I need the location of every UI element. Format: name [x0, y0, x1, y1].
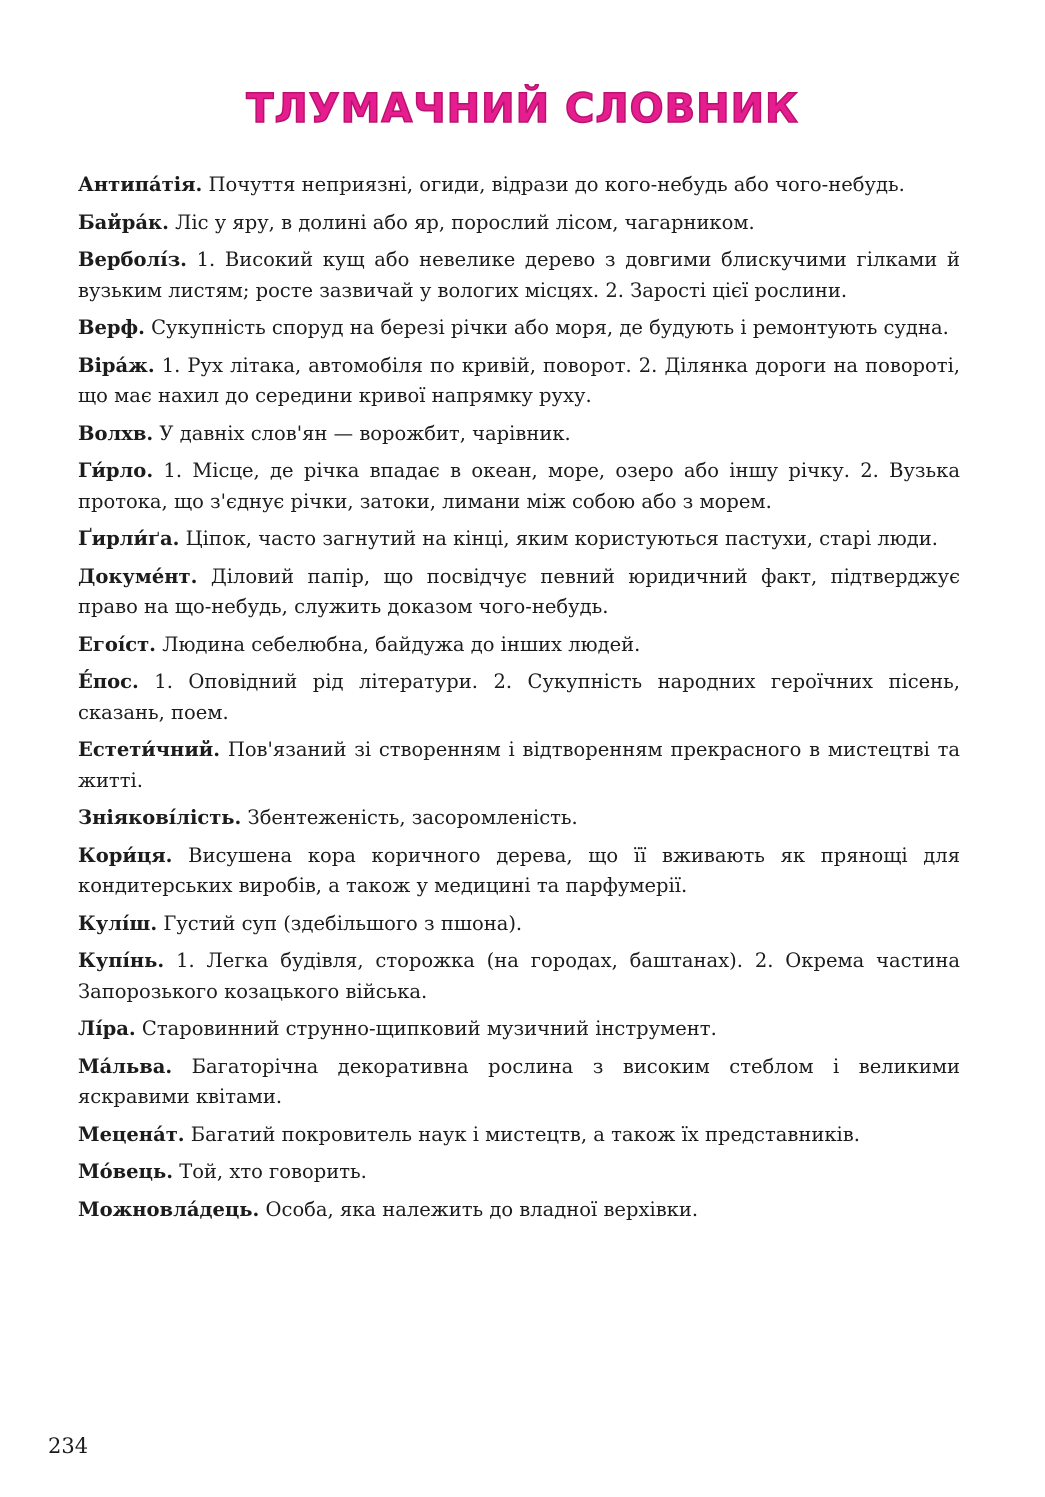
dictionary-entry — [78, 1195, 960, 1226]
dictionary-entry — [78, 351, 960, 412]
dictionary-entry — [78, 735, 960, 796]
entry-term: Лі́ра. — [78, 1017, 136, 1040]
page-title: ТЛУМАЧНИЙ СЛОВНИК — [246, 86, 799, 132]
dictionary-entry — [78, 245, 960, 306]
entry-definition: Діловий папір, що посвідчує певний юридичний факт, підтверджує право на що-небудь, служить доказом чого-небудь. — [78, 564, 960, 618]
entry-definition: 1. Місце, де річка впадає в океан, море, озеро або іншу річку. 2. Вузька протока, що з'єднує річки, затоки, лимани між собою або з морем. — [78, 459, 960, 513]
entry-term: Е́пос. — [78, 670, 139, 693]
entry-term: Антипа́тія. — [78, 173, 203, 196]
entry-term: Байра́к. — [78, 210, 169, 234]
dictionary-entry — [78, 1014, 960, 1045]
dictionary-entry — [78, 946, 960, 1007]
dictionary-entry — [78, 208, 960, 239]
entry-term: Віра́ж. — [78, 353, 155, 377]
entry-definition: 1. Рух літака, автомобіля по кривій, поворот. 2. Ділянка дороги на повороті, що має нахил до середини кривої напрямку руху. — [78, 353, 961, 407]
dictionary-entry — [78, 803, 960, 834]
entry-definition: Сукупність споруд на березі річки або моря, де будують і ремонтують судна. — [151, 316, 949, 339]
dictionary-entry — [78, 419, 960, 450]
entry-definition: Густий суп (здебільшого з пшона). — [163, 911, 523, 935]
dictionary-entry — [78, 562, 960, 623]
entry-term: Докуме́нт. — [78, 564, 198, 588]
entry-definition: Висушена кора коричного дерева, що її вживають як прянощі для кондитерських виробів, а також у медицині та парфумерії. — [78, 843, 960, 897]
entry-term: Можновла́дець. — [78, 1197, 260, 1221]
entry-term: Кулі́ш. — [78, 911, 158, 935]
dictionary-entry — [78, 630, 960, 661]
dictionary-entry — [78, 524, 960, 555]
entry-term: Кори́ця. — [78, 843, 173, 867]
dictionary-entries — [78, 170, 960, 1232]
entry-term: Мо́вець. — [78, 1160, 173, 1183]
dictionary-entry — [78, 1120, 960, 1151]
entry-definition: Ліс у яру, в долині або яр, порослий лісом, чагарником. — [175, 210, 755, 234]
entry-term: Егоі́ст. — [78, 632, 156, 656]
dictionary-entry — [78, 1157, 960, 1188]
entry-term: Ґирли́ґа. — [78, 527, 180, 550]
entry-definition: 1. Високий кущ або невелике дерево з довгими блискучими гілками й вузьким листям; росте зазвичай у вологих місцях. 2. Зарості цієї рослини. — [78, 248, 960, 302]
entry-term: Купі́нь. — [78, 949, 165, 972]
dictionary-entry — [78, 313, 960, 344]
entry-term: Естети́чний. — [78, 738, 221, 761]
page-number: 234 — [48, 1434, 89, 1458]
entry-definition: Збентеженість, засоромленість. — [247, 806, 578, 829]
dictionary-entry — [78, 841, 960, 902]
entry-definition: Старовинний струнно-щипковий музичний інструмент. — [141, 1017, 717, 1040]
entry-term: Верболі́з. — [78, 248, 187, 271]
entry-term: Верф. — [78, 316, 145, 339]
entry-term: Зніякові́лість. — [78, 806, 242, 829]
entry-term: Мецена́т. — [78, 1122, 185, 1146]
entry-definition: У давніх слов'ян — ворожбит, чарівник. — [159, 421, 571, 445]
entry-term: Ма́льва. — [78, 1054, 173, 1078]
entry-definition: Людина себелюбна, байдужа до інших людей. — [162, 632, 641, 656]
dictionary-entry — [78, 456, 960, 517]
entry-definition: Ціпок, часто загнутий на кінці, яким користуються пастухи, старі люди. — [185, 527, 938, 550]
dictionary-entry — [78, 170, 960, 201]
entry-definition: Багатий покровитель наук і мистецтв, а також їх представників. — [190, 1122, 860, 1146]
entry-definition: Почуття неприязні, огиди, відрази до кого-небудь або чого-небудь. — [208, 173, 905, 196]
entry-term: Ги́рло. — [78, 459, 154, 482]
entry-definition: Той, хто говорить. — [179, 1160, 367, 1183]
entry-definition: Багаторічна декоративна рослина з високим стеблом і великими яскравими квітами. — [78, 1054, 960, 1108]
dictionary-entry — [78, 667, 960, 728]
dictionary-entry — [78, 909, 960, 940]
entry-definition: Пов'язаний зі створенням і відтворенням прекрасного в мистецтві та житті. — [78, 738, 960, 792]
dictionary-entry — [78, 1052, 960, 1113]
entry-definition: 1. Оповідний рід літератури. 2. Сукупність народних героїчних пісень, сказань, поем. — [78, 670, 960, 724]
entry-definition: 1. Легка будівля, сторожка (на городах, баштанах). 2. Окрема частина Запорозького козацького війська. — [78, 949, 960, 1003]
entry-definition: Особа, яка належить до владної верхівки. — [265, 1197, 699, 1221]
entry-term: Волхв. — [78, 421, 154, 445]
